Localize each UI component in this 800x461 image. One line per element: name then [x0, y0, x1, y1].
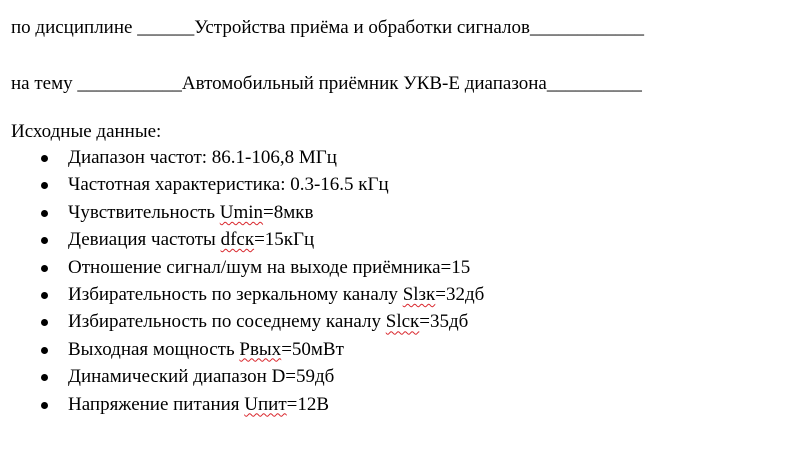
- bullet-icon: [41, 210, 48, 217]
- bullet-icon: [41, 265, 48, 272]
- list-item-sensitivity: Чувствительность Umin=8мкв: [11, 202, 484, 229]
- list-item-frequency-deviation: Девиация частоты dfск=15кГц: [11, 229, 484, 256]
- spellcheck-word: Slск: [385, 311, 420, 333]
- list-item-frequency-response: Частотная характеристика: 0.3-16.5 кГц: [11, 174, 484, 201]
- list-item-adjacent-channel-selectivity: Избирательность по соседнему каналу Slск=35дб: [11, 311, 484, 338]
- bullet-icon: [41, 374, 48, 381]
- source-data-heading: Исходные данные:: [11, 121, 162, 142]
- bullet-icon: [41, 347, 48, 354]
- bullet-icon: [41, 155, 48, 162]
- bullet-icon: [41, 182, 48, 189]
- list-item-frequency-range: Диапазон частот: 86.1-106,8 МГц: [11, 147, 484, 174]
- list-item-image-channel-selectivity: Избирательность по зеркальному каналу Slзк=32дб: [11, 284, 484, 311]
- list-item-dynamic-range: Динамический диапазон D=59дб: [11, 366, 484, 393]
- bullet-icon: [41, 402, 48, 409]
- source-data-list: [11, 147, 484, 421]
- bullet-icon: [41, 292, 48, 299]
- discipline-line: по дисциплине ______Устройства приёма и обработки сигналов____________: [11, 17, 644, 38]
- bullet-icon: [41, 319, 48, 326]
- spellcheck-word: Slзк: [402, 283, 436, 305]
- list-item-supply-voltage: Напряжение питания Uпит=12В: [11, 394, 484, 421]
- bullet-icon: [41, 237, 48, 244]
- topic-line: на тему ___________Автомобильный приёмник УКВ-Е диапазона__________: [11, 73, 642, 94]
- spellcheck-word: Umin: [219, 201, 264, 223]
- spellcheck-word: Uпит: [244, 393, 287, 415]
- list-item-signal-noise-ratio: Отношение сигнал/шум на выходе приёмника=15: [11, 257, 484, 284]
- list-item-output-power: Выходная мощность Pвых=50мВт: [11, 339, 484, 366]
- spellcheck-word: Pвых: [239, 338, 282, 360]
- spellcheck-word: dfск: [220, 229, 255, 251]
